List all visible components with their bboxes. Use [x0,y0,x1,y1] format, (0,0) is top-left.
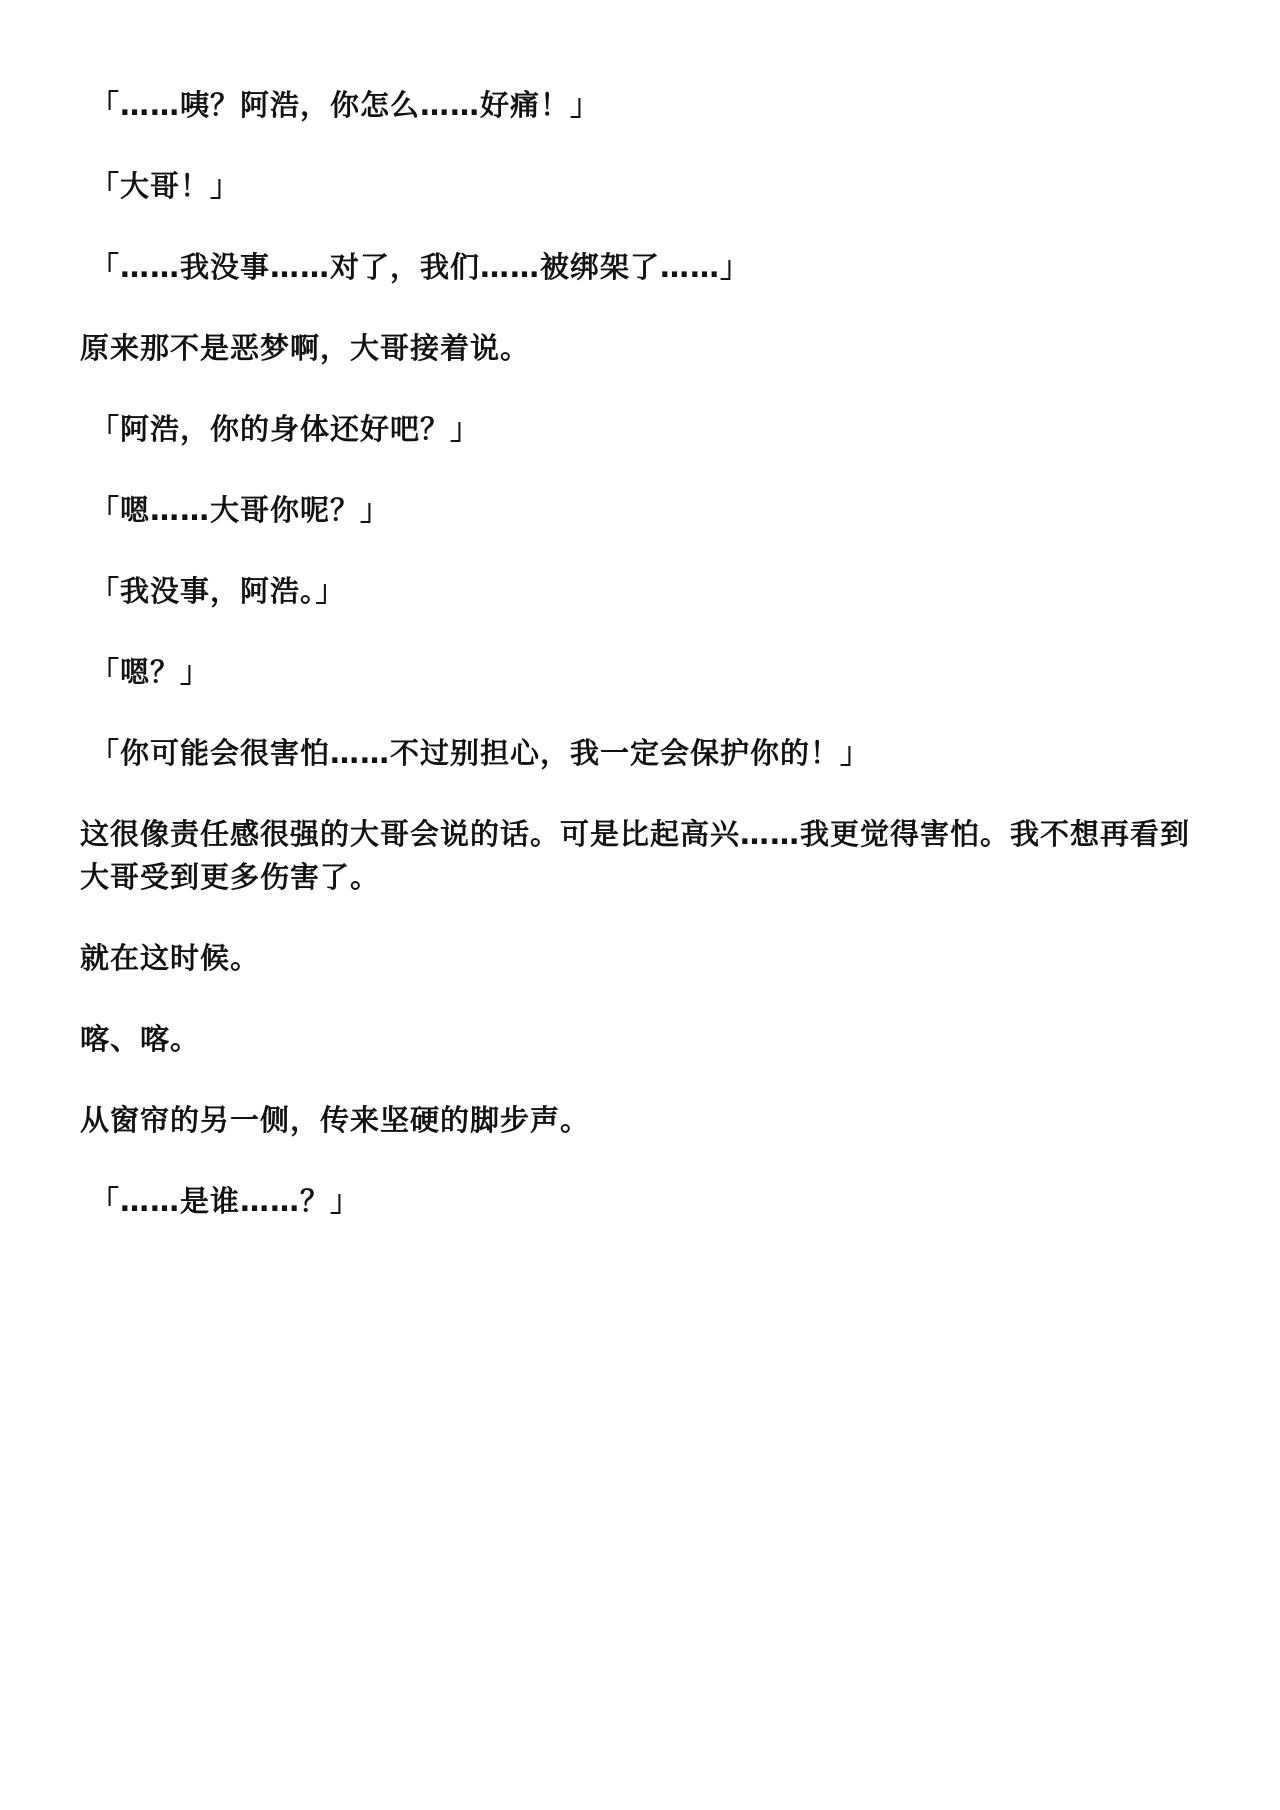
dialogue-line: 「阿浩，你的身体还好吧？」 [90,412,481,446]
narration-paragraph: 这很像责任感很强的大哥会说的话。可是比起高兴……我更觉得害怕。我不想再看到大哥受到更多伤害了。 [80,817,1191,894]
dialogue-line: 「……是谁……？」 [90,1184,361,1218]
narration-paragraph: 原来那不是恶梦啊，大哥接着说。 [80,331,531,365]
dialogue-line: 「你可能会很害怕……不过别担心，我一定会保护你的！」 [90,736,871,770]
dialogue-line: 「嗯？」 [90,655,211,689]
document-body [80,84,1210,1261]
dialogue-line: 「大哥！」 [90,169,241,203]
narration-paragraph: 就在这时候。 [80,941,261,975]
dialogue-line: 「……咦？阿浩，你怎么……好痛！」 [90,88,601,122]
dialogue-line: 「我没事，阿浩。」 [90,574,346,608]
narration-paragraph: 喀、喀。 [80,1022,201,1056]
narration-paragraph: 从窗帘的另一侧，传来坚硬的脚步声。 [80,1103,591,1137]
dialogue-line: 「……我没事……对了，我们……被绑架了……」 [90,250,751,284]
dialogue-line: 「嗯……大哥你呢？」 [90,493,391,527]
